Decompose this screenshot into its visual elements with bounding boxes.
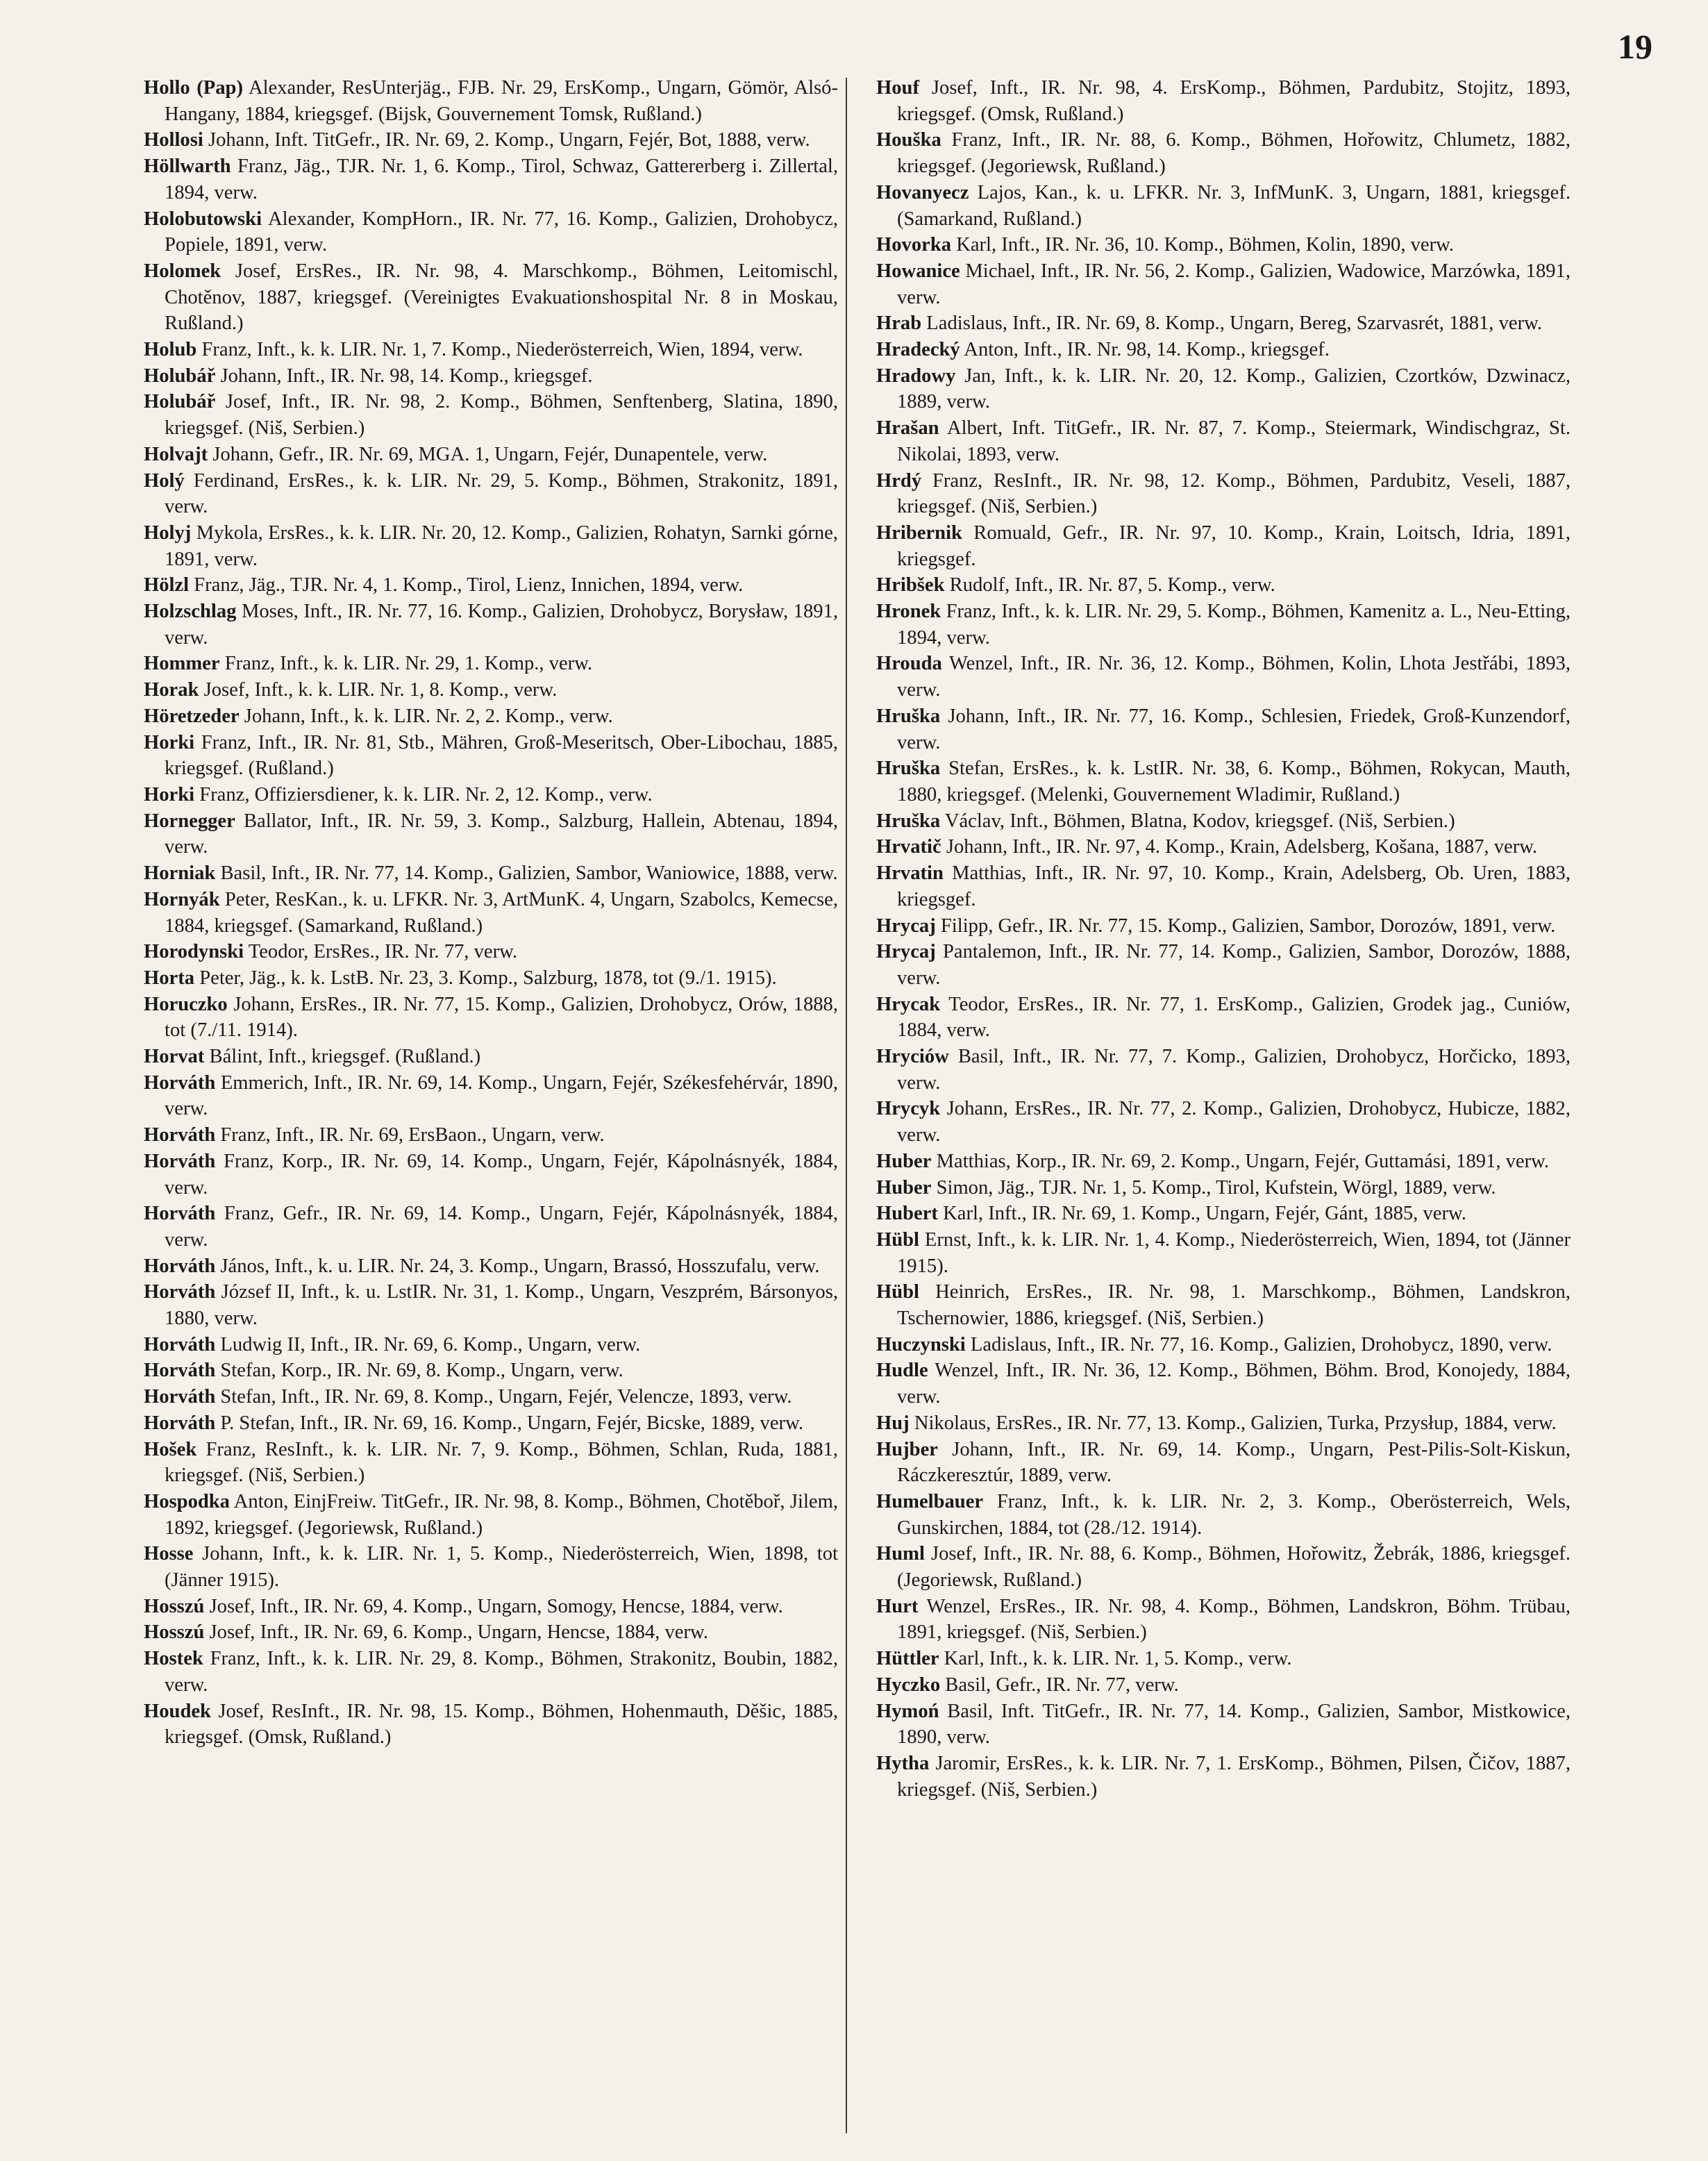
entry-surname: Hüttler	[876, 1648, 939, 1670]
entry-details: Václav, Inft., Böhmen, Blatna, Kodov, kriegsgef. (Niš, Serbien.)	[944, 810, 1455, 832]
entry-surname: Holý	[144, 469, 185, 492]
entry-details: Pantalemon, Inft., IR. Nr. 77, 14. Komp., Galizien, Sambor, Dorozów, 1888, verw.	[897, 941, 1571, 989]
entry-surname: Höllwarth	[144, 156, 231, 178]
entry-surname: Horváth	[144, 1281, 216, 1303]
entry-surname: Horta	[144, 967, 195, 989]
list-entry	[144, 1122, 838, 1149]
page-number: 19	[1618, 27, 1652, 66]
list-entry	[144, 1384, 838, 1410]
list-entry	[876, 1279, 1571, 1331]
entry-details: Wenzel, ErsRes., IR. Nr. 98, 4. Komp., Böhmen, Landskron, Böhm. Trübau, 1891, kriegsgef. (Niš, Serbien.)	[897, 1595, 1571, 1644]
entry-surname: Hujber	[876, 1438, 938, 1460]
entry-details: Franz, Jäg., TJR. Nr. 1, 6. Komp., Tirol, Schwaz, Gattererberg i. Zillertal, 1894, verw.	[165, 156, 838, 203]
list-entry	[144, 337, 838, 363]
entry-surname: Hošek	[144, 1438, 197, 1460]
entry-surname: Hornyák	[144, 888, 220, 910]
entry-surname: Horvat	[144, 1046, 205, 1068]
list-entry	[144, 1149, 838, 1201]
list-entry	[876, 1437, 1571, 1489]
entry-surname: Humelbauer	[876, 1490, 984, 1512]
entry-surname: Hovanyecz	[876, 181, 969, 203]
entry-surname: Hudle	[876, 1360, 928, 1382]
entry-surname: Hronek	[876, 601, 941, 623]
entry-surname: Hübl	[876, 1281, 919, 1303]
entry-surname: Höretzeder	[144, 705, 240, 727]
right-column	[876, 75, 1571, 1803]
entry-details: Basil, Inft., IR. Nr. 77, 14. Komp., Galizien, Sambor, Waniowice, 1888, verw.	[220, 862, 838, 885]
entry-details: Teodor, ErsRes., IR. Nr. 77, verw.	[248, 941, 518, 963]
entry-surname: Horak	[144, 679, 199, 701]
entry-surname: Hosszú	[144, 1621, 205, 1644]
entry-surname: Hryciów	[876, 1046, 949, 1068]
entry-surname: Hommer	[144, 653, 220, 675]
entry-surname: Horuczko	[144, 993, 228, 1015]
entry-details: Jan, Inft., k. k. LIR. Nr. 20, 12. Komp., Galizien, Czortków, Dzwinacz, 1889, verw.	[897, 365, 1571, 413]
list-entry	[876, 756, 1571, 808]
entry-details: Nikolaus, ErsRes., IR. Nr. 77, 13. Komp., Galizien, Turka, Przysłup, 1884, verw.	[914, 1412, 1557, 1434]
entry-details: Stefan, Korp., IR. Nr. 69, 8. Komp., Ungarn, verw.	[220, 1360, 623, 1382]
entry-details: Johann, Inft., IR. Nr. 69, 14. Komp., Ungarn, Pest-Pilis-Solt-Kiskun, Ráczkeresztúr, 1889, verw.	[897, 1438, 1571, 1487]
list-entry	[144, 1201, 838, 1253]
list-entry	[876, 363, 1571, 415]
list-entry	[144, 442, 838, 468]
entry-details: Franz, Inft., IR. Nr. 69, ErsBaon., Ungarn, verw.	[220, 1124, 605, 1146]
entry-surname: Hollosi	[144, 129, 203, 151]
list-entry	[876, 1646, 1571, 1672]
entry-surname: Horváth	[144, 1412, 216, 1434]
entry-surname: Hovorka	[876, 234, 952, 256]
list-entry	[144, 389, 838, 441]
list-entry	[144, 520, 838, 572]
entry-surname: Hyczko	[876, 1674, 941, 1696]
list-entry	[876, 1541, 1571, 1593]
entry-details: Ladislaus, Inft., IR. Nr. 69, 8. Komp., Ungarn, Bereg, Szarvasrét, 1881, verw.	[926, 312, 1543, 335]
entry-surname: Hrvatin	[876, 862, 944, 885]
entry-surname: Huber	[876, 1150, 932, 1172]
left-column	[144, 75, 838, 1751]
entry-surname: Hrouda	[876, 653, 942, 675]
list-entry	[876, 1699, 1571, 1751]
entry-details: Anton, Inft., IR. Nr. 98, 14. Komp., kriegsgef.	[964, 339, 1330, 361]
entry-details: Matthias, Korp., IR. Nr. 69, 2. Komp., Ungarn, Fejér, Guttamási, 1891, verw.	[936, 1150, 1550, 1172]
entry-details: Josef, Inft., IR. Nr. 98, 4. ErsKomp., Böhmen, Pardubitz, Stojitz, 1893, kriegsgef. (Omsk, Rußland.)	[897, 77, 1571, 125]
list-entry	[876, 415, 1571, 467]
list-entry	[144, 730, 838, 782]
list-entry	[876, 1149, 1571, 1175]
list-entry	[144, 258, 838, 337]
list-entry	[144, 1489, 838, 1541]
entry-details: Josef, Inft., IR. Nr. 88, 6. Komp., Böhmen, Hořowitz, Žebrák, 1886, kriegsgef. (Jegoriewsk, Rußland.)	[897, 1543, 1571, 1592]
entry-details: Franz, Inft., k. k. LIR. Nr. 29, 1. Komp., verw.	[224, 653, 593, 675]
list-entry	[876, 1227, 1571, 1279]
entry-surname: Horváth	[144, 1255, 216, 1277]
list-entry	[876, 808, 1571, 835]
entry-surname: Holobutowski	[144, 208, 262, 230]
entry-surname: Holzschlag	[144, 601, 237, 623]
entry-surname: Horváth	[144, 1124, 216, 1146]
entry-details: Rudolf, Inft., IR. Nr. 87, 5. Komp., verw.	[949, 574, 1275, 596]
entry-surname: Horváth	[144, 1150, 216, 1172]
entry-details: Johann, Inft. TitGefr., IR. Nr. 69, 2. Komp., Ungarn, Fejér, Bot, 1888, verw.	[208, 129, 810, 151]
entry-details: Peter, Jäg., k. k. LstB. Nr. 23, 3. Komp., Salzburg, 1878, tot (9./1. 1915).	[199, 967, 777, 989]
list-entry	[876, 572, 1571, 599]
entry-surname: Hosszú	[144, 1595, 205, 1617]
entry-details: Franz, Offiziersdiener, k. k. LIR. Nr. 2, 12. Komp., verw.	[199, 783, 653, 806]
entry-details: Josef, Inft., k. k. LIR. Nr. 1, 8. Komp., verw.	[203, 679, 558, 701]
entry-surname: Huml	[876, 1543, 925, 1565]
list-entry	[876, 258, 1571, 310]
entry-details: Heinrich, ErsRes., IR. Nr. 98, 1. Marschkomp., Böhmen, Landskron, Tschernowier, 1886, kriegsgef. (Niš, Serbien.)	[897, 1281, 1571, 1330]
list-entry	[144, 677, 838, 703]
list-entry	[144, 1699, 838, 1751]
entry-details: Stefan, Inft., IR. Nr. 69, 8. Komp., Ungarn, Fejér, Velencze, 1893, verw.	[220, 1386, 792, 1408]
entry-surname: Hradecký	[876, 339, 960, 361]
list-entry	[876, 468, 1571, 520]
entry-details: Wenzel, Inft., IR. Nr. 36, 12. Komp., Böhmen, Kolin, Lhota Jestřábi, 1893, verw.	[897, 653, 1571, 701]
list-entry	[876, 1358, 1571, 1410]
entry-surname: Hostek	[144, 1648, 203, 1670]
list-entry	[144, 965, 838, 992]
entry-surname: Holvajt	[144, 443, 208, 465]
entry-details: Basil, Gefr., IR. Nr. 77, verw.	[945, 1674, 1179, 1696]
entry-details: Franz, ResInft., IR. Nr. 98, 12. Komp., Böhmen, Pardubitz, Veseli, 1887, kriegsgef. (Niš, Serbien.)	[897, 469, 1571, 518]
entry-surname: Houška	[876, 129, 941, 151]
entry-surname: Huber	[876, 1176, 932, 1199]
list-entry	[144, 1619, 838, 1646]
list-entry	[144, 599, 838, 651]
entry-surname: Hrycaj	[876, 941, 936, 963]
entry-surname: Hrab	[876, 312, 922, 335]
list-entry	[144, 468, 838, 520]
entry-surname: Hollo (Pap)	[144, 77, 243, 99]
entry-details: Mykola, ErsRes., k. k. LIR. Nr. 20, 12. Komp., Galizien, Rohatyn, Sarnki górne, 1891, verw.	[165, 522, 838, 570]
entry-details: Josef, ErsRes., IR. Nr. 98, 4. Marschkomp., Böhmen, Leitomischl, Chotěnov, 1887, kriegsgef. (Vereinigtes Evakuationshospital Nr. 8 in Moskau, Rußland.)	[165, 260, 838, 335]
list-entry	[144, 206, 838, 258]
entry-surname: Hölzl	[144, 574, 190, 596]
entry-surname: Horodynski	[144, 941, 244, 963]
list-entry	[144, 992, 838, 1044]
entry-surname: Hurt	[876, 1595, 919, 1617]
list-entry	[144, 75, 838, 127]
entry-details: Teodor, ErsRes., IR. Nr. 77, 1. ErsKomp., Galizien, Grodek jag., Cuniów, 1884, verw.	[897, 993, 1571, 1042]
list-entry	[144, 127, 838, 153]
entry-details: Johann, Gefr., IR. Nr. 69, MGA. 1, Ungarn, Fejér, Dunapentele, verw.	[212, 443, 768, 465]
list-entry	[876, 1751, 1571, 1803]
list-entry	[876, 1410, 1571, 1437]
entry-details: Karl, Inft., IR. Nr. 36, 10. Komp., Böhmen, Kolin, 1890, verw.	[956, 234, 1455, 256]
list-entry	[876, 939, 1571, 991]
list-entry	[144, 1279, 838, 1331]
entry-details: Peter, ResKan., k. u. LFKR. Nr. 3, ArtMunK. 4, Ungarn, Szabolcs, Kemecse, 1884, kriegsgef. (Samarkand, Rußland.)	[165, 888, 839, 937]
entry-details: Franz, Jäg., TJR. Nr. 4, 1. Komp., Tirol, Lienz, Innichen, 1894, verw.	[194, 574, 744, 596]
entry-details: Johann, ErsRes., IR. Nr. 77, 2. Komp., Galizien, Drohobycz, Hubicze, 1882, verw.	[897, 1098, 1571, 1146]
entry-details: Josef, Inft., IR. Nr. 98, 2. Komp., Böhmen, Senftenberg, Slatina, 1890, kriegsgef. (Niš, Serbien.)	[165, 391, 838, 440]
entry-details: Ferdinand, ErsRes., k. k. LIR. Nr. 29, 5. Komp., Böhmen, Strakonitz, 1891, verw.	[165, 469, 838, 518]
list-entry	[876, 520, 1571, 572]
list-entry	[876, 703, 1571, 756]
entry-details: Johann, Inft., k. k. LIR. Nr. 1, 5. Komp., Niederösterreich, Wien, 1898, tot (Jänner 1915).	[165, 1543, 838, 1592]
entry-surname: Holubář	[144, 391, 216, 413]
entry-surname: Huczynski	[876, 1333, 966, 1355]
entry-details: Franz, Inft., IR. Nr. 81, Stb., Mähren, Groß-Meseritsch, Ober-Libochau, 1885, kriegsgef. (Rußland.)	[165, 731, 838, 780]
entry-surname: Houdek	[144, 1700, 211, 1722]
entry-details: Johann, Inft., IR. Nr. 98, 14. Komp., kriegsgef.	[220, 365, 593, 387]
entry-surname: Hruška	[876, 705, 941, 727]
entry-details: Johann, Inft., IR. Nr. 77, 16. Komp., Schlesien, Friedek, Groß-Kunzendorf, verw.	[897, 705, 1571, 753]
list-entry	[876, 913, 1571, 940]
list-entry	[876, 1201, 1571, 1227]
list-entry	[876, 1044, 1571, 1096]
entry-surname: Hytha	[876, 1753, 930, 1774]
entry-surname: Holubář	[144, 365, 216, 387]
list-entry	[876, 310, 1571, 337]
list-entry	[144, 1044, 838, 1070]
list-entry	[876, 337, 1571, 363]
entry-details: Karl, Inft., IR. Nr. 69, 1. Komp., Ungarn, Fejér, Gánt, 1885, verw.	[943, 1203, 1466, 1225]
column-divider	[846, 78, 847, 2133]
list-entry	[144, 1410, 838, 1437]
list-entry	[876, 232, 1571, 258]
list-entry	[144, 808, 838, 860]
entry-surname: Hradowy	[876, 365, 956, 387]
entry-surname: Hospodka	[144, 1490, 230, 1512]
entry-details: Franz, Inft., k. k. LIR. Nr. 29, 8. Komp., Böhmen, Strakonitz, Boubin, 1882, verw.	[165, 1648, 838, 1696]
entry-surname: Hruška	[876, 810, 941, 832]
list-entry	[876, 1332, 1571, 1358]
entry-surname: Hrycak	[876, 993, 941, 1015]
entry-details: Franz, ResInft., k. k. LIR. Nr. 7, 9. Komp., Böhmen, Schlan, Ruda, 1881, kriegsgef. (Niš, Serbien.)	[165, 1438, 838, 1487]
entry-details: Alexander, ResUnterjäg., FJB. Nr. 29, ErsKomp., Ungarn, Gömör, Alsó-Hangany, 1884, kriegsgef. (Bijsk, Gouvernement Tomsk, Rußland.)	[165, 77, 838, 125]
entry-details: P. Stefan, Inft., IR. Nr. 69, 16. Komp., Ungarn, Fejér, Bicske, 1889, verw.	[220, 1412, 804, 1434]
entry-details: Josef, ResInft., IR. Nr. 98, 15. Komp., Böhmen, Hohenmauth, Děšic, 1885, kriegsgef. (Omsk, Rußland.)	[165, 1700, 838, 1749]
list-entry	[876, 75, 1571, 127]
entry-surname: Holyj	[144, 522, 192, 544]
list-entry	[876, 651, 1571, 703]
entry-details: Josef, Inft., IR. Nr. 69, 6. Komp., Ungarn, Hencse, 1884, verw.	[209, 1621, 708, 1644]
entry-surname: Hrašan	[876, 417, 939, 440]
entry-surname: Horniak	[144, 862, 216, 885]
entry-details: Johann, Inft., k. k. LIR. Nr. 2, 2. Komp., verw.	[244, 705, 613, 727]
entry-details: Ludwig II, Inft., IR. Nr. 69, 6. Komp., Ungarn, verw.	[220, 1333, 641, 1355]
entry-details: Ladislaus, Inft., IR. Nr. 77, 16. Komp., Galizien, Drohobycz, 1890, verw.	[970, 1333, 1552, 1355]
entry-details: Romuald, Gefr., IR. Nr. 97, 10. Komp., Krain, Loitsch, Idria, 1891, kriegsgef.	[897, 522, 1571, 570]
entry-surname: Horváth	[144, 1333, 216, 1355]
entry-details: Lajos, Kan., k. u. LFKR. Nr. 3, InfMunK. 3, Ungarn, 1881, kriegsgef. (Samarkand, Rußland.)	[897, 181, 1571, 230]
entry-details: Stefan, ErsRes., k. k. LstIR. Nr. 38, 6. Komp., Böhmen, Rokycan, Mauth, 1880, kriegsgef. (Melenki, Gouvernement Wladimir, Rußland.)	[897, 758, 1571, 806]
entry-details: Moses, Inft., IR. Nr. 77, 16. Komp., Galizien, Drohobycz, Borysław, 1891, verw.	[165, 601, 838, 649]
entry-surname: Horváth	[144, 1203, 216, 1225]
list-entry	[144, 1594, 838, 1620]
list-entry	[144, 887, 838, 939]
entry-surname: Hrycyk	[876, 1098, 941, 1120]
entry-details: Franz, Inft., k. k. LIR. Nr. 1, 7. Komp., Niederösterreich, Wien, 1894, verw.	[201, 339, 803, 361]
list-entry	[876, 860, 1571, 912]
entry-details: Franz, Inft., k. k. LIR. Nr. 29, 5. Komp., Böhmen, Kamenitz a. L., Neu-Etting, 1894, verw.	[897, 601, 1571, 649]
entry-surname: Hrdý	[876, 469, 922, 492]
list-entry	[876, 834, 1571, 860]
entry-surname: Horki	[144, 783, 195, 806]
entry-details: Franz, Gefr., IR. Nr. 69, 14. Komp., Ungarn, Fejér, Kápolnásnyék, 1884, verw.	[165, 1203, 838, 1251]
entry-surname: Hruška	[876, 758, 941, 780]
entry-surname: Holub	[144, 339, 197, 361]
entry-details: József II, Inft., k. u. LstIR. Nr. 31, 1. Komp., Ungarn, Veszprém, Bársonyos, 1880, verw.	[165, 1281, 838, 1330]
list-entry	[876, 1672, 1571, 1699]
entry-surname: Horváth	[144, 1386, 216, 1408]
entry-details: Johann, ErsRes., IR. Nr. 77, 15. Komp., Galizien, Drohobycz, Orów, 1888, tot (7./11. 1914).	[165, 993, 838, 1042]
entry-details: Basil, Inft. TitGefr., IR. Nr. 77, 14. Komp., Galizien, Sambor, Mistkowice, 1890, verw.	[897, 1700, 1571, 1749]
list-entry	[144, 782, 838, 808]
entry-details: Michael, Inft., IR. Nr. 56, 2. Komp., Galizien, Wadowice, Marzówka, 1891, verw.	[897, 260, 1571, 308]
entry-surname: Horváth	[144, 1360, 216, 1382]
list-entry	[144, 363, 838, 390]
entry-details: Basil, Inft., IR. Nr. 77, 7. Komp., Galizien, Drohobycz, Horčicko, 1893, verw.	[897, 1046, 1571, 1094]
entry-surname: Houf	[876, 77, 919, 99]
entry-details: Matthias, Inft., IR. Nr. 97, 10. Komp., Krain, Adelsberg, Ob. Uren, 1883, kriegsgef.	[897, 862, 1571, 910]
list-entry	[144, 153, 838, 206]
entry-details: Bálint, Inft., kriegsgef. (Rußland.)	[209, 1046, 481, 1068]
list-entry	[876, 599, 1571, 651]
entry-surname: Hosse	[144, 1543, 194, 1565]
list-entry	[144, 572, 838, 599]
entry-details: Wenzel, Inft., IR. Nr. 36, 12. Komp., Böhmen, Böhm. Brod, Konojedy, 1884, verw.	[897, 1360, 1571, 1408]
list-entry	[876, 1594, 1571, 1646]
list-entry	[876, 1489, 1571, 1541]
entry-surname: Hrycaj	[876, 915, 936, 937]
entry-details: János, Inft., k. u. LIR. Nr. 24, 3. Komp., Ungarn, Brassó, Hosszufalu, verw.	[220, 1255, 820, 1277]
entry-details: Anton, EinjFreiw. TitGefr., IR. Nr. 98, 8. Komp., Böhmen, Chotěboř, Jilem, 1892, kriegsgef. (Jegoriewsk, Rußland.)	[165, 1490, 838, 1539]
entry-details: Emmerich, Inft., IR. Nr. 69, 14. Komp., Ungarn, Fejér, Székesfehérvár, 1890, verw.	[165, 1071, 838, 1120]
entry-surname: Hornegger	[144, 810, 235, 832]
list-entry	[876, 1175, 1571, 1201]
entry-surname: Hymoń	[876, 1700, 939, 1722]
list-entry	[144, 651, 838, 677]
entry-details: Filipp, Gefr., IR. Nr. 77, 15. Komp., Galizien, Sambor, Dorozów, 1891, verw.	[940, 915, 1556, 937]
list-entry	[144, 1358, 838, 1384]
list-entry	[876, 1096, 1571, 1148]
entry-details: Ballator, Inft., IR. Nr. 59, 3. Komp., Salzburg, Hallein, Abtenau, 1894, verw.	[165, 810, 838, 858]
entry-surname: Hrvatič	[876, 836, 941, 858]
entry-surname: Hribernik	[876, 522, 962, 544]
list-entry	[144, 1541, 838, 1593]
list-entry	[144, 1646, 838, 1698]
list-entry	[144, 1332, 838, 1358]
entry-details: Jaromir, ErsRes., k. k. LIR. Nr. 7, 1. ErsKomp., Böhmen, Pilsen, Čičov, 1887, kriegsgef. (Niš, Serbien.)	[897, 1753, 1571, 1801]
entry-surname: Howanice	[876, 260, 960, 282]
entry-surname: Horki	[144, 731, 195, 753]
entry-details: Johann, Inft., IR. Nr. 97, 4. Komp., Krain, Adelsberg, Košana, 1887, verw.	[946, 836, 1538, 858]
entry-details: Franz, Korp., IR. Nr. 69, 14. Komp., Ungarn, Fejér, Kápolnásnyék, 1884, verw.	[165, 1150, 839, 1199]
entry-details: Simon, Jäg., TJR. Nr. 1, 5. Komp., Tirol, Kufstein, Wörgl, 1889, verw.	[936, 1176, 1496, 1199]
entry-details: Josef, Inft., IR. Nr. 69, 4. Komp., Ungarn, Somogy, Hencse, 1884, verw.	[209, 1595, 783, 1617]
list-entry	[876, 992, 1571, 1044]
entry-surname: Hribšek	[876, 574, 945, 596]
list-entry	[144, 1437, 838, 1489]
list-entry	[876, 127, 1571, 179]
entry-surname: Hübl	[876, 1228, 919, 1251]
entry-details: Albert, Inft. TitGefr., IR. Nr. 87, 7. Komp., Steiermark, Windischgraz, St. Nikolai, 1893, verw.	[897, 417, 1571, 465]
list-entry	[144, 1070, 838, 1122]
entry-details: Karl, Inft., k. k. LIR. Nr. 1, 5. Komp., verw.	[944, 1648, 1292, 1670]
entry-details: Franz, Inft., IR. Nr. 88, 6. Komp., Böhmen, Hořowitz, Chlumetz, 1882, kriegsgef. (Jegoriewsk, Rußland.)	[897, 129, 1571, 178]
list-entry	[876, 180, 1571, 232]
entry-details: Ernst, Inft., k. k. LIR. Nr. 1, 4. Komp., Niederösterreich, Wien, 1894, tot (Jänner 1915).	[897, 1228, 1571, 1277]
entry-surname: Horváth	[144, 1071, 216, 1094]
list-entry	[144, 703, 838, 730]
list-entry	[144, 1253, 838, 1280]
entry-surname: Huj	[876, 1412, 910, 1434]
list-entry	[144, 939, 838, 965]
entry-details: Alexander, KompHorn., IR. Nr. 77, 16. Komp., Galizien, Drohobycz, Popiele, 1891, verw.	[165, 208, 838, 256]
entry-surname: Hubert	[876, 1203, 938, 1225]
entry-details: Franz, Inft., k. k. LIR. Nr. 2, 3. Komp., Oberösterreich, Wels, Gunskirchen, 1884, tot (28./12. 1914).	[897, 1490, 1571, 1539]
list-entry	[144, 860, 838, 887]
entry-surname: Holomek	[144, 260, 221, 282]
